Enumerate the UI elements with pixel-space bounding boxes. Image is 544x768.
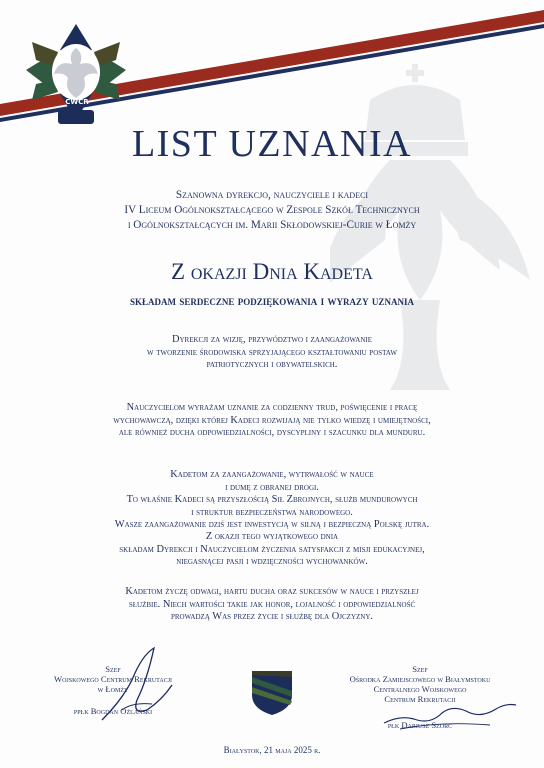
signature-role-line: Ośrodka Zamiejscowego w Białymstoku <box>349 674 491 684</box>
signature-role-line: Szef <box>105 664 121 674</box>
handwritten-signature-right <box>380 695 520 735</box>
place-date: Białystok, 21 maja 2025 r. <box>223 745 321 755</box>
signature-role-line: Centrum Rekrutacji <box>384 694 456 704</box>
paragraph-line: patriotycznych i obywatelskich. <box>206 359 338 371</box>
paragraph-line: wychowawczą, dzięki której Kadeci rozwijają nie tylko wiedzę i umiejętności, <box>113 414 431 426</box>
paragraph-line: Z okazji tego wyjątkowego dnia <box>205 531 339 542</box>
paragraph-teachers <box>0 402 544 440</box>
signature-name: płk Dariusz Szorc <box>387 720 453 730</box>
signature-name: ppłk Bogdan Ożlański <box>73 706 153 716</box>
paragraph-cadets <box>0 469 544 532</box>
paragraph-management <box>0 334 544 372</box>
signature-role-line: Wojskowego Centrum Rekrutacji <box>53 674 173 684</box>
paragraph-cadet-wishes <box>0 586 544 624</box>
paragraph-line: To właśnie Kadeci są przyszłością Sił Zbrojnych, służb mundurowych <box>126 494 418 506</box>
page-title: LIST UZNANIA <box>131 123 413 165</box>
addressee <box>0 188 544 233</box>
thanks-heading: składam serdeczne podziękowania i wyrazy uznania <box>130 293 414 308</box>
paragraph-line: Wasze zaangażowanie dziś jest inwestycją w silną i bezpieczną Polskę jutra. <box>114 519 430 531</box>
signature-role-line: Szef <box>412 664 428 674</box>
occasion-heading: Z okazji Dnia Kadeta <box>171 259 373 284</box>
handwritten-signature-left <box>92 640 182 730</box>
paragraph-line: Dyrekcji za wizję, przywództwo i zaangażowanie <box>171 334 372 345</box>
paragraph-line: w tworzenie środowiska sprzyjającego kształtowaniu postaw <box>147 346 397 358</box>
cwcr-logo <box>22 20 130 130</box>
shield-emblem <box>246 667 298 717</box>
addressee-line: IV Liceum Ogólnokształcącego w Zespole Szkół Technicznych <box>124 204 420 216</box>
addressee-line: i Ogólnokształcących im. Marii Skłodowskiej-Curie w Łomży <box>127 219 417 231</box>
paragraph-line: i dumę z obranej drogi. <box>225 481 319 493</box>
paragraph-line: Nauczycielom wyrażam uznanie za codzienny trud, poświęcenie i pracę <box>126 402 418 413</box>
paragraph-line: składam Dyrekcji i Nauczycielom życzenia satysfakcji z misji edukacyjnej, <box>119 543 425 555</box>
signature-role-line: w Łomży <box>97 684 129 694</box>
logo-text: CWCR <box>65 98 89 106</box>
paragraph-line: Kadetom za zaangażowanie, wytrwałość w nauce <box>170 469 374 480</box>
paragraph-wishes <box>0 531 544 569</box>
paragraph-line: i struktur bezpieczeństwa narodowego. <box>191 506 353 518</box>
signature-role-line: Centralnego Wojskowego <box>373 684 467 694</box>
addressee-line: Szanowna dyrekcjo, nauczyciele i kadeci <box>175 189 369 201</box>
paragraph-line: prowadzą Was przez życie i służbę dla Ojczyzny. <box>170 611 373 623</box>
paragraph-line: służbie. Niech wartości takie jak honor, lojalność i odpowiedzialność <box>128 598 416 610</box>
paragraph-line: ale również ducha odpowiedzialności, dyscypliny i szacunku dla munduru. <box>118 427 426 439</box>
paragraph-line: Kadetom życzę odwagi, hartu ducha oraz sukcesów w nauce i przyszłej <box>125 586 419 597</box>
paragraph-line: niegasnącej pasji i wdzięczności wychowanków. <box>176 556 368 568</box>
